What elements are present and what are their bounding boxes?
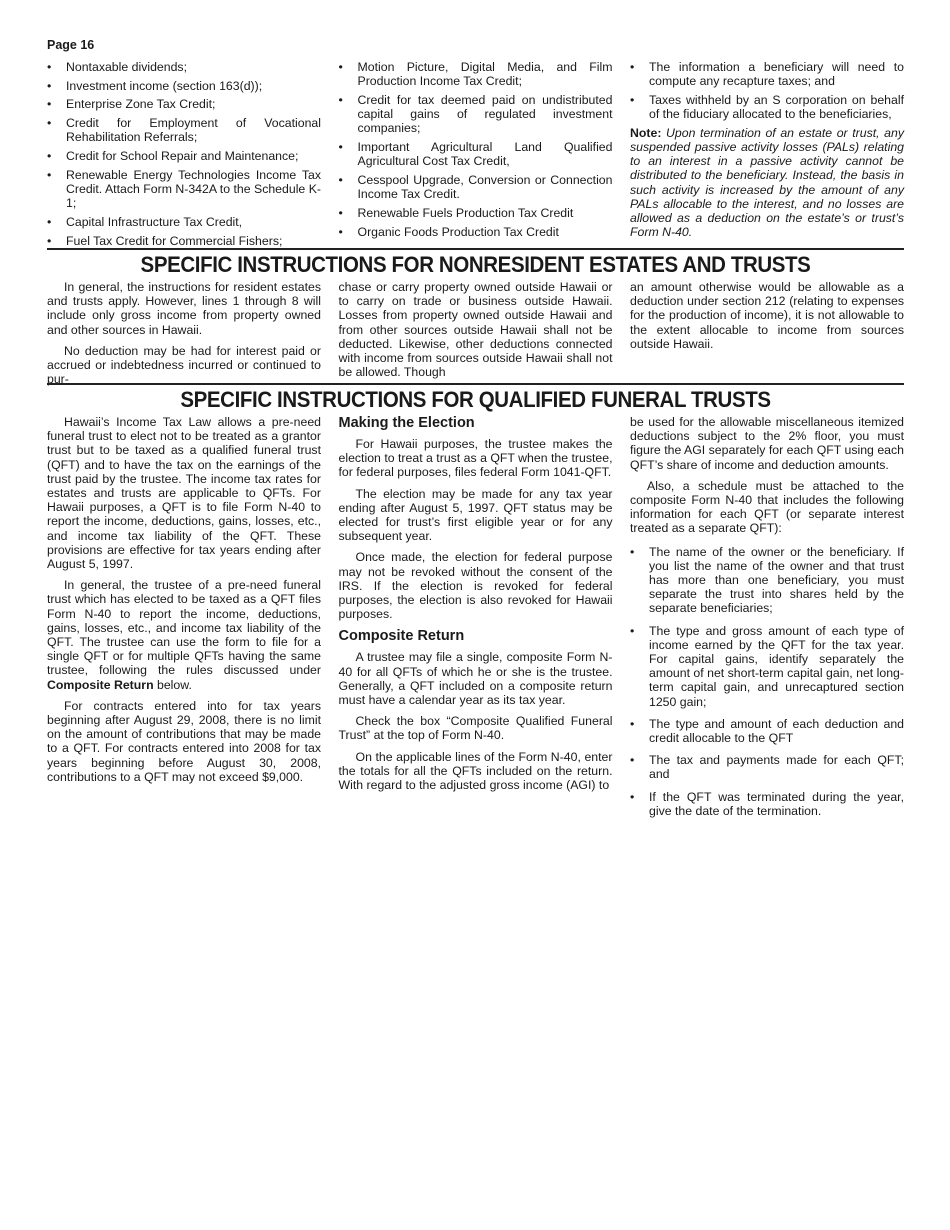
list-item: • Fuel Tax Credit for Commercial Fishers; [47,234,321,248]
list-item: • Cesspool Upgrade, Conversion or Connection Income Tax Credit. [339,173,613,201]
paragraph: Once made, the election for federal purpose may not be revoked without the consent of the IRS. If the election is revoked for federal purposes, the election is also revoked for Hawaii purposes. [338,550,613,622]
nonresident-section-title: SPECIFIC INSTRUCTIONS FOR NONRESIDENT ESTATES AND TRUSTS [140,252,811,277]
nonresident-column-3 [630,280,904,393]
top-column-3 [630,60,904,252]
list-item: • Investment income (section 163(d)); [47,79,321,93]
list-item: • If the QFT was terminated during the year, give the date of the termination. [630,790,904,818]
nonresident-column-2 [339,280,613,393]
paragraph: For Hawaii purposes, the trustee makes the election to treat a trust as a QFT when the trustee, for federal purposes, files federal Form 1041-QFT. [338,437,613,480]
bullet-list [339,60,613,239]
top-column-1 [47,60,321,252]
list-item: • The type and gross amount of each type of income earned by the QFT for the tax year. For capital gains, identify separately the amount of net short-term capital gain, net long-term capital gain, and unrecaptured section 1250 gain; [630,624,904,709]
paragraph-text: In general, the trustee of a pre-need funeral trust which has elected to be taxed as a QFT files Form N-40 to report the income, deductions, gains, losses, etc., and income tax liability of the QFT. The trustee can use the form to file for a single QFT or for multiple QFTs having the same trustee, following the rules discussed under [47,578,321,678]
composite-return-heading: Composite Return [338,628,465,645]
list-item: • Credit for tax deemed paid on undistributed capital gains of regulated investment companies; [339,93,613,136]
making-election-heading: Making the Election [338,415,475,431]
list-item: • The type and amount of each deduction and credit allocable to the QFT [630,717,904,745]
list-item: • Credit for School Repair and Maintenance; [47,149,321,163]
qft-section-title: SPECIFIC INSTRUCTIONS FOR QUALIFIED FUNERAL TRUSTS [180,387,771,412]
list-item: • Renewable Fuels Production Tax Credit [339,206,613,220]
qft-column-2 [339,415,613,823]
list-item: • Important Agricultural Land Qualified Agricultural Cost Tax Credit, [339,140,613,168]
paragraph: Also, a schedule must be attached to the composite Form N-40 that includes the following information for each QFT (or separate interest treated as a separate QFT): [630,478,904,536]
nonresident-column-1 [47,280,321,393]
section-divider [47,248,904,250]
note-label: Note: [630,125,662,140]
paragraph: The election may be made for any tax year ending after August 5, 1997. QFT status may be elected for trust’s first eligible year or for any subsequent year. [338,486,613,544]
list-item: • The tax and payments made for each QFT; and [630,753,904,781]
list-item: • Renewable Energy Technologies Income Tax Credit. Attach Form N-342A to the Schedule K-1; [47,168,321,211]
note-paragraph [630,126,904,240]
paragraph: In general, the instructions for resident estates and trusts apply. However, lines 1 through 8 will include only gross income from property owned and other sources in Hawaii. [47,280,321,337]
list-item: • Motion Picture, Digital Media, and Film Production Income Tax Credit; [339,60,613,88]
bullet-list [630,60,904,121]
paragraph: On the applicable lines of the Form N-40, enter the totals for all the QFTs included on the return. With regard to the adjusted gross income (AGI) to [338,749,613,793]
list-item: • Taxes withheld by an S corporation on behalf of the fiduciary allocated to the beneficiaries, [630,93,904,121]
paragraph: For contracts entered into for tax years beginning after August 29, 2008, there is no limit on the amount of contributions that may be made to a QFT. For contracts entered into 2008 for tax years beginning before August 30, 2008, contributions to a QFT may not exceed $9,000. [47,698,321,784]
paragraph [47,578,321,692]
list-item: • The name of the owner or the beneficiary. If you list the name of the owner and that trust has more than one beneficiary, you must separate the trust into shares held by the separate beneficiaries; [630,545,904,616]
paragraph: No deduction may be had for interest paid or accrued or indebtedness incurred or continued to pur- [47,343,321,387]
paragraph: an amount otherwise would be allowable as a deduction under section 212 (relating to expenses for the production of income), it is not allowable to the extent allocable to income from sources outside Hawaii. [630,280,904,351]
paragraph-text: below. [157,677,192,692]
page-number: Page 16 [47,38,95,52]
paragraph: chase or carry property owned outside Hawaii or to carry on trade or business outside Hawaii. Losses from property owned outside Hawaii and from other sources outside Hawaii shall not be deducted. Likewise, other deductions connected with income from sources outside Hawaii shall not be allowed. Though [338,280,613,380]
bullet-list [630,545,904,818]
list-item: • Organic Foods Production Tax Credit [339,225,613,239]
list-item: • Enterprise Zone Tax Credit; [47,97,321,111]
qft-section [47,415,904,823]
list-item: • Nontaxable dividends; [47,60,321,74]
paragraph: A trustee may file a single, composite Form N-40 for all QFTs of which he or she is the trustee. Generally, a QFT included on a composite return must have a calendar year as its tax year. [338,650,613,708]
bullet-list [47,60,321,248]
nonresident-section [47,280,904,393]
composite-return-reference: Composite Return [47,677,154,692]
list-item: • Capital Infrastructure Tax Credit, [47,215,321,229]
section-divider [47,383,904,385]
note-text: Upon termination of an estate or trust, any suspended passive activity losses (PALs) relating to an interest in a passive activity cannot be distributed to the beneficiary. Instead, the basis in such activity is increased by the amount of any PALs allocable to the interest, and no losses are allowed as a deduction on the estate’s or trust’s Form N-40. [630,125,904,240]
top-section [47,60,904,252]
qft-column-3 [630,415,904,823]
top-column-2 [339,60,613,252]
paragraph: be used for the allowable miscellaneous itemized deductions subject to the 2% floor, you must figure the AGI separately for each QFT using each QFT’s share of income and deduction amounts. [630,415,904,472]
paragraph: Check the box “Composite Qualified Funeral Trust” at the top of Form N-40. [338,714,613,743]
list-item: • Credit for Employment of Vocational Rehabilitation Referrals; [47,116,321,144]
list-item: • The information a beneficiary will need to compute any recapture taxes; and [630,60,904,88]
qft-column-1 [47,415,321,823]
paragraph: Hawaii’s Income Tax Law allows a pre-need funeral trust to elect not to be treated as a grantor trust but to be taxed as a qualified funeral trust (QFT) and to have the tax on the earnings of the trust paid by the trustee. The income tax rates for estates and trusts are applicable to QFTs. For Hawaii purposes, a QFT is to file Form N-40 to report the income, deductions, gains, losses, etc., and income tax liability of the QFT. These provisions are effective for tax years ending after August 5, 1997. [47,415,321,572]
